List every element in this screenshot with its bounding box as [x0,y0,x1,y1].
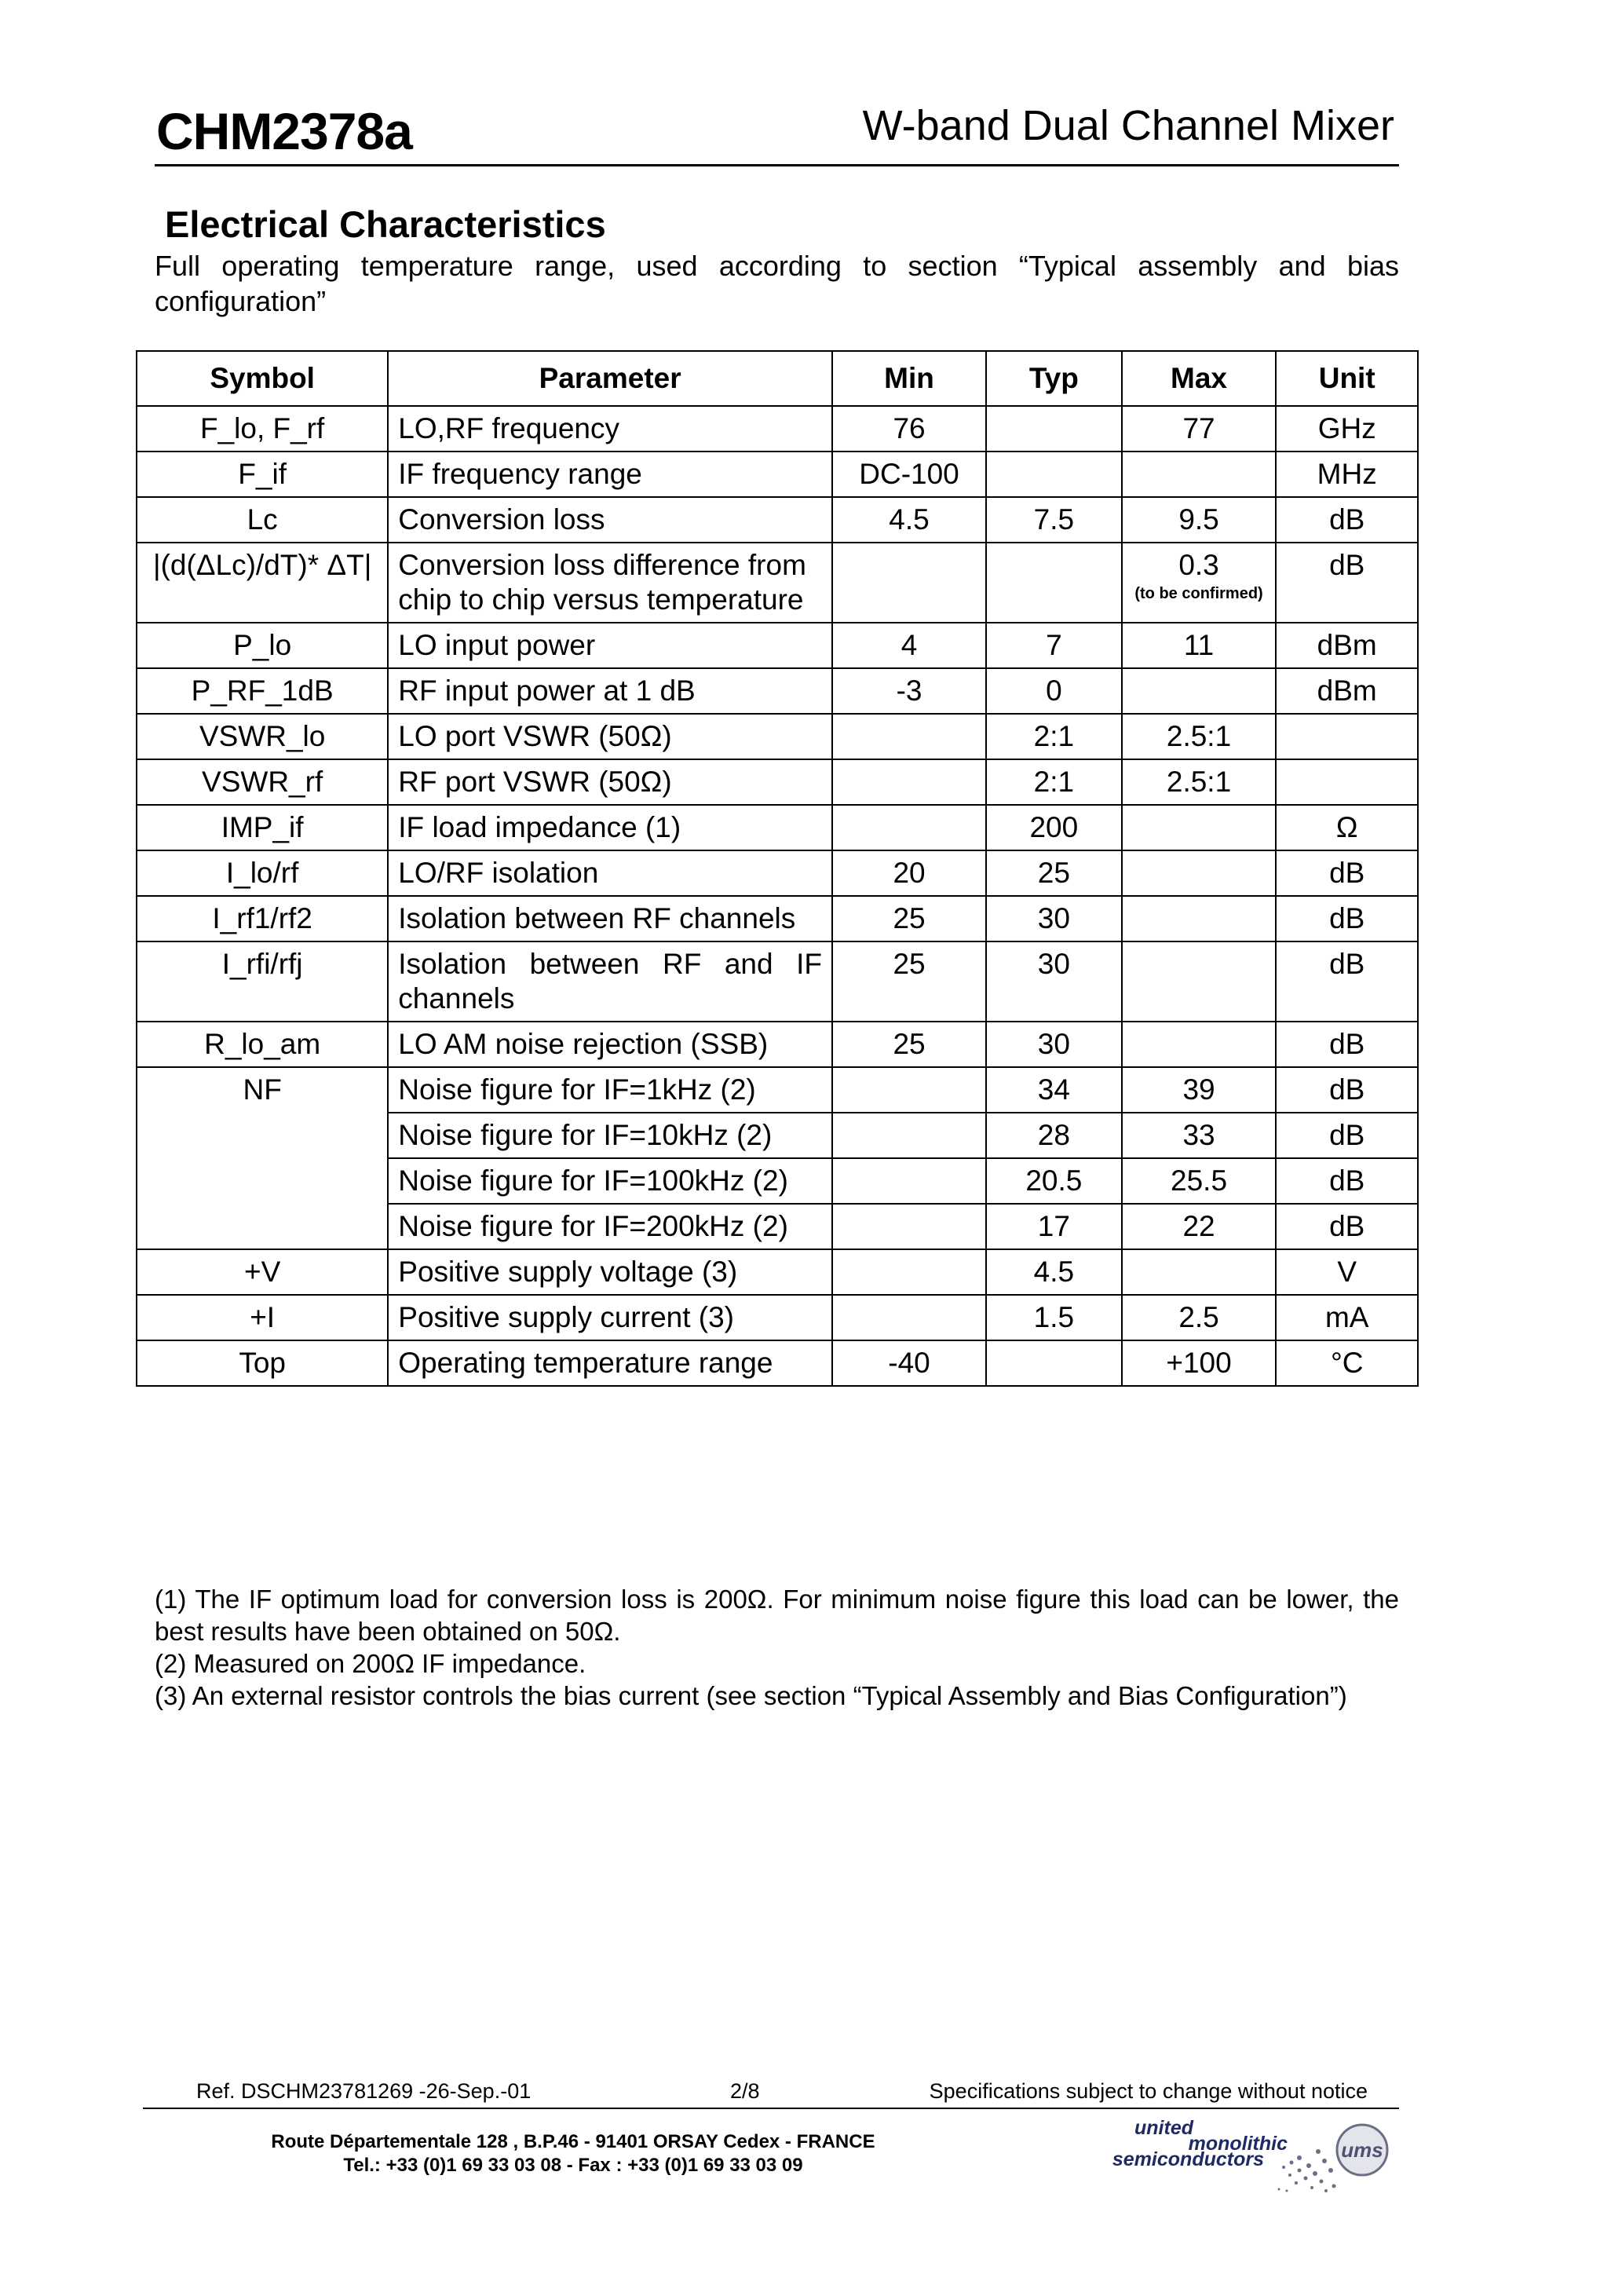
cell-symbol: R_lo_am [137,1022,388,1067]
cell-parameter: Conversion loss [388,497,832,543]
cell-unit: dB [1276,543,1418,623]
cell-parameter: Noise figure for IF=200kHz (2) [388,1204,832,1249]
logo-line-monolithic: monolithic [1188,2133,1288,2155]
footnote-2: (2) Measured on 200Ω IF impedance. [155,1649,586,1678]
cell-typ: 25 [986,850,1122,896]
logo-wordmark [1083,2117,1288,2170]
table-row [137,1067,1418,1113]
cell-min [832,1204,986,1249]
cell-typ: 20.5 [986,1158,1122,1204]
cell-max [1122,1249,1277,1295]
footnote-1: (1) The IF optimum load for conversion loss is 200Ω. For minimum noise figure this load can be lower, the best results have been obtained on 50Ω. [155,1585,1399,1646]
cell-symbol: +V [137,1249,388,1295]
cell-max [1122,668,1277,714]
cell-unit: V [1276,1249,1418,1295]
cell-min: -3 [832,668,986,714]
cell-min [832,1249,986,1295]
cell-parameter: IF load impedance (1) [388,805,832,850]
ums-logo [1083,2117,1405,2199]
table-row [137,1249,1418,1295]
cell-max-value: 0.3 [1178,549,1219,581]
cell-unit: dB [1276,1067,1418,1113]
cell-symbol: Top [137,1340,388,1386]
cell-min [832,1113,986,1158]
table-row [137,406,1418,452]
cell-parameter: LO/RF isolation [388,850,832,896]
table-row [137,497,1418,543]
cell-typ: 1.5 [986,1295,1122,1340]
spec-notice: Specifications subject to change without notice [929,2079,1368,2103]
cell-unit: °C [1276,1340,1418,1386]
cell-typ [986,543,1122,623]
cell-symbol: F_if [137,452,388,497]
footnote-3: (3) An external resistor controls the bias current (see section “Typical Assembly and Bias Configuration”) [155,1681,1347,1710]
cell-min: DC-100 [832,452,986,497]
table-row [137,714,1418,759]
cell-min [832,714,986,759]
cell-symbol: IMP_if [137,805,388,850]
header-parameter: Parameter [388,351,832,406]
cell-typ [986,406,1122,452]
cell-min: -40 [832,1340,986,1386]
cell-typ: 30 [986,941,1122,1022]
cell-unit: Ω [1276,805,1418,850]
cell-min: 25 [832,941,986,1022]
table-row [137,759,1418,805]
cell-typ [986,452,1122,497]
logo-line-semiconductors: semiconductors [1112,2148,1264,2170]
cell-max: 2.5:1 [1122,714,1277,759]
cell-max: 11 [1122,623,1277,668]
cell-unit: dB [1276,850,1418,896]
table-row [137,623,1418,668]
cell-symbol: P_lo [137,623,388,668]
cell-min [832,1295,986,1340]
cell-min: 25 [832,896,986,941]
header-unit: Unit [1276,351,1418,406]
cell-symbol: Lc [137,497,388,543]
address-line: Route Départementale 128 , B.P.46 - 91401 ORSAY Cedex - FRANCE [271,2131,875,2152]
cell-unit: dB [1276,497,1418,543]
page-number: 2/8 [730,2079,760,2103]
cell-symbol: VSWR_rf [137,759,388,805]
header-symbol: Symbol [137,351,388,406]
cell-max: 2.5 [1122,1295,1277,1340]
table-row [137,850,1418,896]
cell-min: 4.5 [832,497,986,543]
cell-max: 33 [1122,1113,1277,1158]
cell-symbol-nf: NF [137,1067,388,1249]
cell-symbol: |(d(ΔLc)/dT)* ΔT| [137,543,388,623]
cell-min: 76 [832,406,986,452]
cell-parameter: RF port VSWR (50Ω) [388,759,832,805]
header-typ: Typ [986,351,1122,406]
cell-parameter: Positive supply voltage (3) [388,1249,832,1295]
cell-parameter: Conversion loss difference from chip to chip versus temperature [388,543,832,623]
cell-min: 20 [832,850,986,896]
table-header-row [137,351,1418,406]
part-number: CHM2378a [156,102,412,160]
table-row [137,452,1418,497]
cell-typ: 7 [986,623,1122,668]
cell-typ: 30 [986,896,1122,941]
cell-min [832,543,986,623]
header-max: Max [1122,351,1277,406]
cell-max: 2.5:1 [1122,759,1277,805]
cell-min [832,759,986,805]
cell-max [1122,850,1277,896]
cell-typ: 30 [986,1022,1122,1067]
cell-min [832,1067,986,1113]
logo-mark-text: ums [1341,2138,1383,2162]
table-row [137,941,1418,1022]
cell-max: 77 [1122,406,1277,452]
cell-parameter: Operating temperature range [388,1340,832,1386]
cell-max [1122,1022,1277,1067]
cell-unit: dB [1276,896,1418,941]
cell-symbol: I_rf1/rf2 [137,896,388,941]
cell-max [1122,896,1277,941]
to-be-confirmed-note: (to be confirmed) [1134,585,1263,602]
cell-typ: 34 [986,1067,1122,1113]
cell-typ: 4.5 [986,1249,1122,1295]
cell-min: 4 [832,623,986,668]
cell-unit: dB [1276,1022,1418,1067]
ums-logo-mark [1268,2120,1401,2199]
cell-unit: dB [1276,1158,1418,1204]
cell-parameter: RF input power at 1 dB [388,668,832,714]
cell-typ: 0 [986,668,1122,714]
cell-unit: dBm [1276,623,1418,668]
table-row [137,1295,1418,1340]
cell-parameter: Positive supply current (3) [388,1295,832,1340]
table-row [137,543,1418,623]
cell-max: 39 [1122,1067,1277,1113]
cell-parameter: LO,RF frequency [388,406,832,452]
cell-unit [1276,714,1418,759]
cell-max: 22 [1122,1204,1277,1249]
cell-parameter: IF frequency range [388,452,832,497]
section-intro: Full operating temperature range, used according to section “Typical assembly and bias configuration” [155,250,1399,317]
document-reference: Ref. DSCHM23781269 -26-Sep.-01 [196,2079,532,2103]
cell-unit [1276,759,1418,805]
cell-parameter: Isolation between RF channels [388,896,832,941]
cell-max [1122,543,1277,623]
cell-max [1122,941,1277,1022]
table-row [137,805,1418,850]
cell-unit: MHz [1276,452,1418,497]
cell-unit: dB [1276,941,1418,1022]
cell-symbol: I_rfi/rfj [137,941,388,1022]
cell-symbol: P_RF_1dB [137,668,388,714]
cell-unit: mA [1276,1295,1418,1340]
cell-symbol: I_lo/rf [137,850,388,896]
table-row [137,1022,1418,1067]
cell-parameter: Noise figure for IF=10kHz (2) [388,1113,832,1158]
cell-symbol: +I [137,1295,388,1340]
cell-typ: 2:1 [986,714,1122,759]
cell-max: 9.5 [1122,497,1277,543]
page-footer [143,2079,1399,2109]
section-title: Electrical Characteristics [165,203,606,245]
cell-typ [986,1340,1122,1386]
cell-parameter: LO port VSWR (50Ω) [388,714,832,759]
cell-symbol: F_lo, F_rf [137,406,388,452]
cell-typ: 7.5 [986,497,1122,543]
logo-line-united: united [1134,2117,1193,2139]
document-title: W-band Dual Channel Mixer [862,102,1394,149]
cell-unit: GHz [1276,406,1418,452]
header-min: Min [832,351,986,406]
electrical-characteristics-table [136,350,1419,1387]
table-row [137,1340,1418,1386]
cell-max: +100 [1122,1340,1277,1386]
cell-unit: dB [1276,1204,1418,1249]
cell-parameter: Noise figure for IF=1kHz (2) [388,1067,832,1113]
cell-min [832,1158,986,1204]
cell-unit: dB [1276,1113,1418,1158]
cell-min [832,805,986,850]
cell-typ: 200 [986,805,1122,850]
cell-unit: dBm [1276,668,1418,714]
page-header [155,98,1399,166]
cell-max: 25.5 [1122,1158,1277,1204]
contact-line: Tel.: +33 (0)1 69 33 03 08 - Fax : +33 (0)1 69 33 03 09 [343,2155,803,2176]
cell-max [1122,805,1277,850]
cell-symbol: VSWR_lo [137,714,388,759]
cell-parameter: LO input power [388,623,832,668]
cell-typ: 28 [986,1113,1122,1158]
cell-parameter: Isolation between RF and IF channels [388,941,832,1022]
cell-parameter: Noise figure for IF=100kHz (2) [388,1158,832,1204]
company-address [236,2130,911,2177]
cell-typ: 17 [986,1204,1122,1249]
cell-parameter: LO AM noise rejection (SSB) [388,1022,832,1067]
cell-min: 25 [832,1022,986,1067]
table-row [137,896,1418,941]
cell-typ: 2:1 [986,759,1122,805]
cell-max [1122,452,1277,497]
table-row [137,668,1418,714]
footnotes [155,1583,1399,1712]
